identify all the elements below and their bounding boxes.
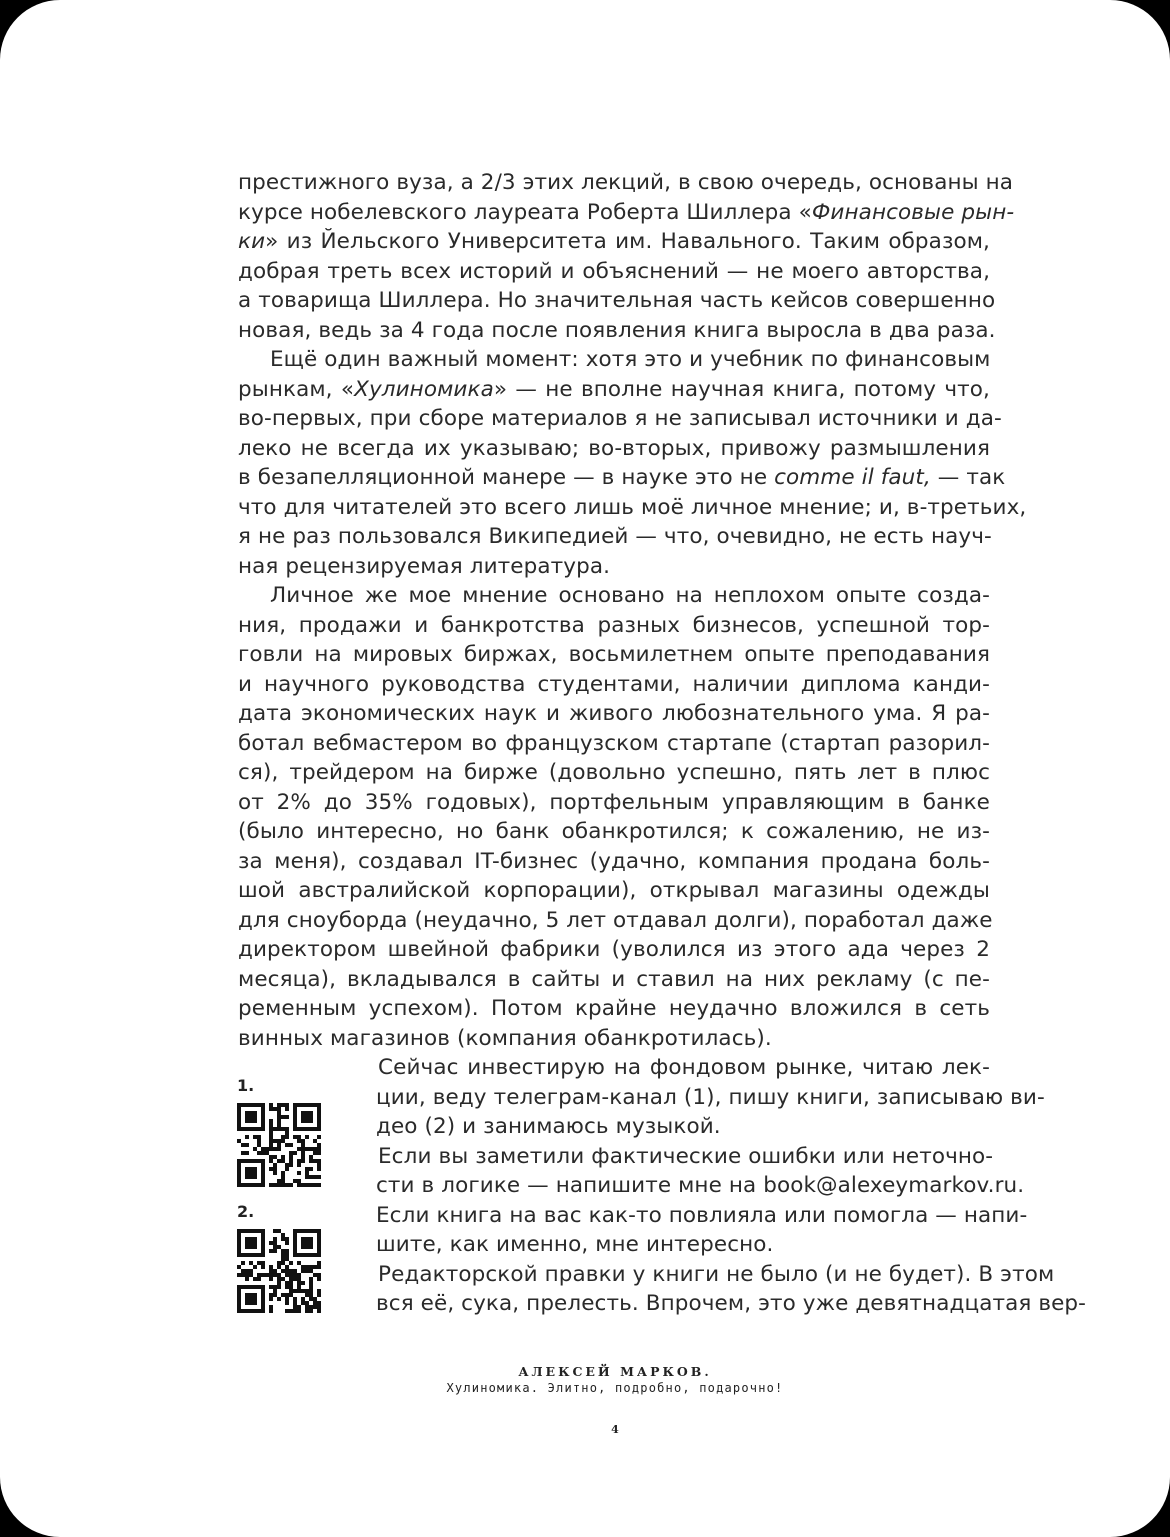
text-line: Редакторской правки у книги не было (и не будет). В этом (378, 1261, 1055, 1287)
text-line: ботал вебмастером во французском стартапе (стартап разорил- (238, 730, 990, 756)
text-line: винных магазинов (компания обанкротилась). (238, 1025, 772, 1051)
text-line: месяца), вкладывался в сайты и ставил на них рекламу (с пе- (238, 966, 990, 992)
qr-code-icon[interactable] (237, 1103, 321, 1187)
text-line: Ещё один важный момент: хотя это и учебник по финансовым (270, 347, 991, 372)
qr-block-video (237, 1202, 321, 1313)
text-line: сти в логике — напишите мне на book@alexeymarkov.ru. (376, 1173, 1025, 1198)
text-line: во-первых, при сборе материалов я не записывал источники и да- (238, 406, 1002, 431)
text-line: шите, как именно, мне интересно. (376, 1232, 774, 1257)
text-line: а товарища Шиллера. Но значительная часть кейсов совершенно (238, 288, 996, 313)
text-line: Если вы заметили фактические ошибки или неточно- (378, 1143, 994, 1169)
qr-block-telegram (237, 1076, 321, 1187)
text-line: рынкам, «Хулиномика» — не вполне научная книга, потому что, (238, 376, 990, 402)
body-text (238, 168, 1087, 1319)
text-line: део (2) и занимаюсь музыкой. (376, 1114, 721, 1139)
text-line: ся), трейдером на бирже (довольно успешно, пять лет в плюс (238, 760, 990, 785)
text-line: что для читателей это всего лишь моё личное мнение; и, в-третьих, (238, 494, 1027, 520)
footer-author: АЛЕКСЕЙ МАРКОВ. (518, 1364, 712, 1379)
italic-title: Хулиномика (354, 376, 494, 402)
text-line: от 2% до 35% годовых), портфельным управляющим в банке (238, 789, 990, 815)
text-line: Личное же мое мнение основано на неплохом опыте созда- (270, 583, 990, 608)
text-line: и научного руководства студентами, наличии диплома канди- (238, 671, 990, 697)
footer-book-title: Хулиномика. Элитно, подробно, подарочно! (446, 1381, 784, 1395)
text-line: в безапелляционной манере — в науке это не comme il faut, — так (238, 465, 1006, 490)
text-line: престижного вуза, а 2/3 этих лекций, в свою очередь, основаны на (238, 170, 1014, 195)
text-line: Если книга на вас как-то повлияла или помогла — напи- (376, 1202, 1028, 1228)
italic-phrase: comme il faut, (774, 465, 931, 490)
text-line: дата экономических наук и живого любознательного ума. Я ра- (238, 701, 990, 726)
qr-label: 2. (237, 1202, 255, 1221)
italic-title: Финансовые рын- (811, 199, 1015, 225)
text-line: говли на мировых биржах, восьмилетнем опыте преподавания (238, 642, 990, 667)
text-line (238, 227, 990, 257)
text-line: шой австралийской корпорации), открывал магазины одежды (238, 878, 990, 903)
text-line: ния, продажи и банкротства разных бизнесов, успешной тор- (238, 612, 990, 638)
text-line: вся её, сука, прелесть. Впрочем, это уже девятнадцатая вер- (376, 1291, 1087, 1316)
text-line: ции, веду телеграм-канал (1), пишу книги, записываю ви- (376, 1084, 1045, 1110)
italic-title: ки (238, 229, 266, 254)
text-line: леко не всегда их указываю; во-вторых, привожу размышления (238, 435, 990, 461)
text-line: курсе нобелевского лауреата Роберта Шиллера «Финансовые рын- (238, 199, 1015, 225)
text-line: я не раз пользовался Википедией — что, очевидно, не есть науч- (238, 524, 992, 549)
qr-code-icon[interactable] (237, 1229, 321, 1313)
text-line: ная рецензируемая литература. (238, 553, 611, 579)
text-line: (было интересно, но банк обанкротился; к сожалению, не из- (238, 819, 990, 844)
text-line: директором швейной фабрики (уволился из этого ада через 2 (238, 937, 990, 962)
text-line: ременным успехом). Потом крайне неудачно вложился в сеть (238, 996, 990, 1021)
text-line: за меня), создавал IT-бизнес (удачно, компания продана боль- (238, 848, 990, 874)
text-line-rest: » из Йельского Университета им. Навального. Таким образом, (265, 229, 990, 254)
text-line: Сейчас инвестирую на фондовом рынке, читаю лек- (378, 1055, 990, 1080)
text-line: для сноуборда (неудачно, 5 лет отдавал долги), поработал даже (238, 907, 993, 933)
text-line: добрая треть всех историй и объяснений — не моего авторства, (238, 258, 990, 284)
text-line: новая, ведь за 4 года после появления книга выросла в два раза. (238, 317, 996, 343)
qr-label: 1. (237, 1076, 255, 1095)
page-number: 4 (611, 1423, 619, 1436)
